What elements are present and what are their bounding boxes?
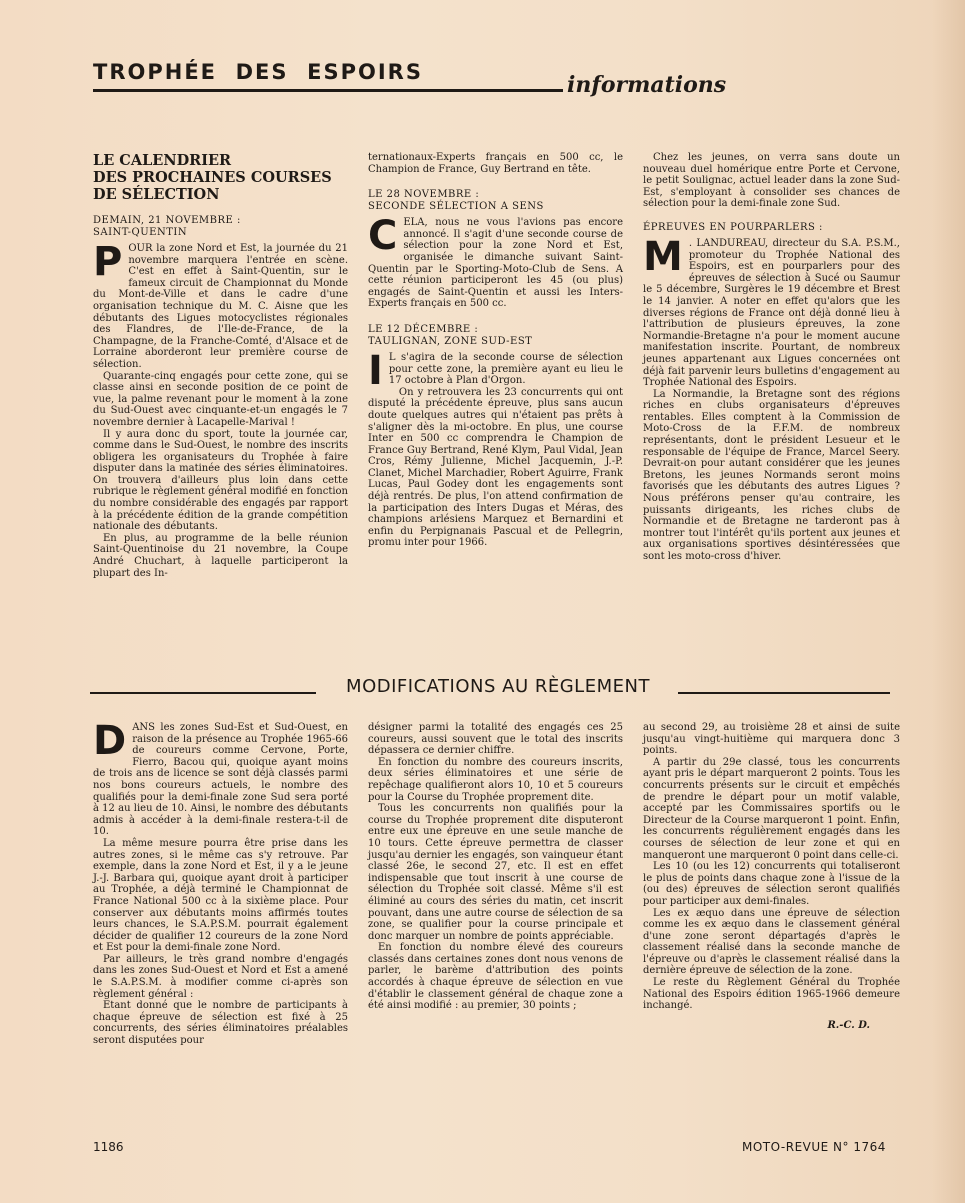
paragraph [368, 213, 623, 310]
paragraph: au second 29, au troisième 28 et ainsi de suite jusqu'au vingt-huitième qui marquera donc 3 points. [643, 722, 900, 757]
title-line: DES PROCHAINES COURSES [93, 169, 332, 186]
article1-title [93, 152, 348, 203]
paragraph [368, 347, 623, 394]
author-signature: R.-C. D. [827, 1019, 870, 1031]
article2-header [90, 676, 890, 702]
paragraph-text: . LANDUREAU, directeur du S.A. P.S.M., promoteur du Trophée National des Espoirs, est en pourparlers pour des épreuves de sélection à Sucé ou Saumur le 5 décembre, Surgères le 19 décembre et Brest le 14 janvier. A noter en effet qu'alors que les diverses régions de France ont déjà donné lieu à l'attribution de plusieurs épreuves, la zone Normandie-Bretagne n'a pour le moment aucune manifestation inscrite. Pourtant, de nombreux jeunes appartenant aux Ligues concernées ont déjà fait parvenir leurs bulletins d'engagement au Trophée National des Espoirs. [643, 237, 900, 389]
paragraph-text: OUR la zone Nord et Est, la journée du 21 novembre marquera l'entrée en scène. C'est en effet à Saint-Quentin, sur le fameux circuit de Championnat du Monde du Mont-de-Ville et dans le cadre d'une organisation technique du M. C. Aisne que les débutants des Ligues motocyclistes régionales des Flandres, de l'Ile-de-France, de la Champagne, de la Franche-Comté, d'Alsace et de Lorraine aborderont leur première course de sélection. [93, 243, 348, 370]
page-header [93, 60, 893, 110]
title-rule-right [678, 692, 890, 694]
paragraph: Quarante-cinq engagés pour cette zone, qui se classe ainsi en seconde position de ce point de vue, la palme revenant pour le moment à la zone du Sud-Ouest avec cinquante-et-un engagés le 7 novembre dernier à Lacapelle-Marival ! [93, 370, 348, 428]
drop-cap: D [93, 718, 127, 764]
article1-column-1 [93, 152, 348, 579]
article1-column-3 [643, 152, 900, 563]
article2-title: MODIFICATIONS AU RÈGLEMENT [346, 676, 650, 697]
subheading [368, 189, 623, 213]
subheading-line: SAINT-QUENTIN [93, 227, 188, 238]
section-title: TROPHÉE DES ESPOIRS [93, 60, 423, 84]
paragraph-text: ELA, nous ne vous l'avions pas encore annoncé. Il s'agit d'une seconde course de sélection pour la zone Nord et Est, organisée le dimanche suivant Saint-Quentin par le Sporting-Moto-Club de Sens. A cette réunion participeront les 45 (ou plus) engagés de Saint-Quentin et aussi les Inters-Experts français en 500 cc. [368, 217, 623, 310]
paragraph [93, 718, 348, 838]
paragraph [643, 233, 900, 389]
subheading [93, 215, 348, 239]
paragraph: En fonction du nombre des coureurs inscrits, deux séries éliminatoires et une série de repêchage qualifieront alors 10, 10 et 5 coureurs pour la Course du Trophée proprement dite. [368, 756, 623, 803]
subheading: ÉPREUVES EN POURPARLERS : [643, 221, 823, 233]
drop-cap: C [368, 213, 398, 260]
title-line: LE CALENDRIER [93, 152, 232, 169]
paragraph: Le reste du Règlement Général du Trophée National des Espoirs édition 1965-1966 demeure inchangé. [643, 977, 900, 1012]
paragraph: La Normandie, la Bretagne sont des régions riches en clubs organisateurs d'épreuves rentables. Elles comptent à la Commission de Moto-Cross de la F.F.M. de nombreux représentants, dont le président Lesueur et le responsable de l'équipe de France, Marcel Seery. Devrait-on pour autant considérer que les jeunes Bretons, les jeunes Normands seront moins favorisés que les débutants des autres Ligues ? Nous préférons penser qu'au contraire, les puissants dirigeants, les riches clubs de Normandie et de Bretagne ne tarderont pas à montrer tout l'intérêt qu'ils portent aux jeunes et aux organisations sportives désintéressées que sont les moto-cross d'hiver. [643, 388, 900, 562]
paragraph: Par ailleurs, le très grand nombre d'engagés dans les zones Sud-Ouest et Nord et Est a amené le S.A.P.S.M. à modifier comme ci-après son règlement général : [93, 953, 348, 1000]
paragraph: désigner parmi la totalité des engagés ces 25 coureurs, aussi souvent que le total des inscrits dépassera ce dernier chiffre. [368, 722, 623, 757]
drop-cap: P [93, 239, 123, 285]
paragraph: Chez les jeunes, on verra sans doute un nouveau duel homérique entre Porte et Cervone, le petit Soulignac, actuel leader dans la zone Sud-Est, s'employant à consolider ses chances de sélection pour la demi-finale zone Sud. [643, 152, 900, 210]
paragraph: Etant donné que le nombre de participants à chaque épreuve de sélection est fixé à 25 concurrents, des séries éliminatoires préalables seront disputées pour [93, 1000, 348, 1047]
paragraph: On y retrouvera les 23 concurrents qui ont disputé la précédente épreuve, plus sans aucun doute quelques autres qui n'étaient pas prêts à s'aligner dès la mi-octobre. En plus, une course Inter en 500 cc comprendra le Champion de France Guy Bertrand, René Klym, Paul Vidal, Jean Cros, Rémy Julienne, Michel Jacquemin, J.-P. Clanet, Michel Marchadier, Robert Aguirre, Frank Lucas, Paul Godey dont les engagements sont déjà rentrés. De plus, l'on attend confirmation de la participation des Inters Dugas et Méras, des champions arlésiens Marquez et Bernardini et enfin du Perpignanais Pascual et de Pellegrin, promu inter pour 1966. [368, 386, 623, 549]
drop-cap: I [368, 347, 383, 394]
drop-cap: M [643, 233, 683, 280]
paragraph: La même mesure pourra être prise dans les autres zones, si le même cas s'y retrouve. Par exemple, dans la zone Nord et Est, il y a le jeune J.-J. Barbara qui, quoique ayant droit à participer au Trophée, a déjà terminé le Championnat de France National 500 cc à la sixième place. Pour conserver aux débutants moins affirmés toutes leurs chances, le S.A.P.S.M. pourrait également décider de qualifier 12 coureurs de la zone Nord et Est pour la demi-finale zone Nord. [93, 837, 348, 954]
subheading-line: LE 28 NOVEMBRE : [368, 189, 480, 201]
paragraph: Les ex æquo dans une épreuve de sélection comme les ex æquo dans le classement général d'une zone seront départagés d'après le classement réalisé dans la seconde manche de l'épreuve ou d'après le classement réalisé dans la dernière épreuve de sélection de la zone. [643, 907, 900, 977]
paragraph: A partir du 29e classé, tous les concurrents ayant pris le départ marqueront 2 points. Tous les concurrents présents sur le circuit et empêchés de prendre le départ pour un motif valable, accepté par les Commissaires sportifs ou le Directeur de la Course marqueront 1 point. Enfin, les concurrents régulièrement engagés dans les courses de sélection de leur zone et qui en manqueront une marqueront 0 point dans celle-ci. [643, 756, 900, 861]
page-number: 1186 [93, 1140, 124, 1154]
subheading-line: DEMAIN, 21 NOVEMBRE : [93, 215, 241, 226]
paragraph: Les 10 (ou les 12) concurrents qui totaliseront le plus de points dans chaque zone à l'issue de la (ou des) épreuves de sélection seront qualifiés pour participer aux demi-finales. [643, 861, 900, 907]
paragraph [93, 239, 348, 371]
article2-column-1 [93, 718, 348, 1047]
article2-column-2 [368, 722, 623, 1012]
paragraph: Il y aura donc du sport, toute la journée car, comme dans le Sud-Ouest, le nombre des inscrits obligera les organisateurs du Trophée à faire disputer dans la matinée des séries éliminatoires. On trouvera d'ailleurs plus loin dans cette rubrique le règlement général modifié en fonction du nombre considérable des engagés par rapport à la précédente édition de la grande compétition nationale des débutants. [93, 428, 348, 533]
subheading-line: SECONDE SÉLECTION A SENS [368, 201, 544, 213]
paragraph-text: ANS les zones Sud-Est et Sud-Ouest, en raison de la présence au Trophée 1965-66 de coureurs comme Cervone, Porte, Fierro, Bacou qui, quoique ayant moins de trois ans de licence se sont déjà classés parmi nos bons coureurs actuels, le nombre des qualifiés pour la demi-finale zone Sud sera porté à 12 au lieu de 10. Ainsi, le nombre des débutants admis à accéder à la demi-finale restera-t-il de 10. [93, 722, 348, 838]
article1-column-2 [368, 152, 623, 549]
paragraph: ternationaux-Experts français en 500 cc, le Champion de France, Guy Bertrand en tête. [368, 152, 623, 175]
header-rule [93, 89, 563, 92]
title-line: DE SÉLECTION [93, 186, 220, 203]
section-subtitle: informations [567, 72, 727, 98]
paragraph: En fonction du nombre élevé des coureurs classés dans certaines zones dont nous venons de parler, le barème d'attribution des points accordés à chaque épreuve de sélection en vue d'établir le classement général de chaque zone a été ainsi modifié : au premier, 30 points ; [368, 942, 623, 1012]
page-edge-shade [932, 0, 965, 1203]
paragraph: En plus, au programme de la belle réunion Saint-Quentinoise du 21 novembre, la Coupe André Chuchart, à laquelle participeront la plupart des In- [93, 532, 348, 579]
magazine-issue: MOTO-REVUE N° 1764 [742, 1140, 886, 1154]
paragraph-text: L s'agira de la seconde course de sélection pour cette zone, la première ayant eu lieu le 17 octobre à Plan d'Orgon. [388, 351, 623, 387]
paragraph: Tous les concurrents non qualifiés pour la course du Trophée proprement dite disputeront entre eux une épreuve en une seule manche de 10 tours. Cette épreuve permettra de classer jusqu'au dernier les engagés, son vainqueur étant classé 26e, le second 27, etc. Il est en effet indispensable que tout inscrit à une course de sélection du Trophée soit classé. Même s'il est éliminé au cours des séries du matin, cet inscrit pouvant, dans une autre course de sélection de sa zone, se qualifier pour la course principale et donc marquer un nombre de points appréciable. [368, 803, 623, 942]
subheading-line: TAULIGNAN, ZONE SUD-EST [368, 335, 533, 347]
subheading [368, 324, 623, 348]
article2-column-3 [643, 722, 900, 1031]
subheading-line: LE 12 DÉCEMBRE : [368, 323, 479, 335]
title-rule-left [90, 692, 316, 694]
